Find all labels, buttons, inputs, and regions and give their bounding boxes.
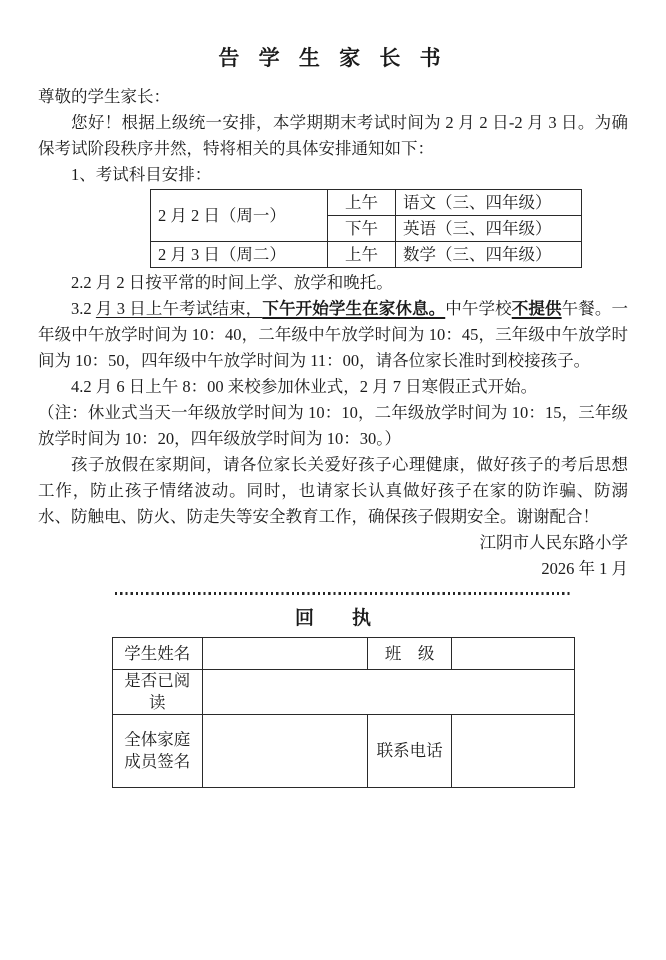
doc-title: 告 学 生 家 长 书 xyxy=(218,46,448,70)
item3-run: 3.2 xyxy=(71,299,96,318)
phone-label: 联系电话 xyxy=(368,715,451,788)
exam-session-cell: 上午 xyxy=(328,190,396,216)
receipt-table xyxy=(112,637,575,788)
exam-schedule-table xyxy=(150,189,582,268)
phone-blank xyxy=(451,715,574,788)
table-row xyxy=(113,670,575,715)
school-signature: 江阴市人民东路小学 xyxy=(479,533,628,552)
exam-session-cell: 下午 xyxy=(328,216,396,242)
item3-run: 午餐。 xyxy=(561,299,612,318)
item-4: 4.2 月 6 日上午 8：00 来校参加休业式，2 月 7 日寒假正式开始。 xyxy=(71,377,538,396)
table-row xyxy=(113,715,575,788)
note-paragraph: （注：休业式当天一年级放学时间为 10：10，二年级放学时间为 10：15，三年级放学时间为 10：20，四年级放学时间为 10：30。） xyxy=(38,403,628,448)
exam-subject-cell: 语文（三、四年级） xyxy=(396,190,582,216)
table-row xyxy=(151,190,582,216)
dotted-separator xyxy=(115,592,570,595)
exam-date-cell: 2 月 2 日（周一） xyxy=(151,190,328,242)
item-2: 2.2 月 2 日按平常的时间上学、放学和晚托。 xyxy=(71,273,393,292)
item-1-heading: 1、考试科目安排： xyxy=(71,165,212,184)
exam-session-cell: 上午 xyxy=(328,242,396,268)
item-3 xyxy=(38,296,628,374)
has-read-blank xyxy=(202,670,574,715)
class-blank xyxy=(451,638,574,670)
student-name-label: 学生姓名 xyxy=(113,638,203,670)
table-row xyxy=(151,242,582,268)
item3-run: 一年级中午放学时间为 10：40，二年级中午放学时间为 10：45，三年级中午放学时间为 10：50，四年级中午放学时间为 11：00，请各位家长准时到校接孩子。 xyxy=(38,299,629,370)
letter-date: 2026 年 1 月 xyxy=(541,559,628,578)
exam-date-cell: 2 月 3 日（周二） xyxy=(151,242,328,268)
item3-run-bold-underlined: 不提供 xyxy=(511,299,562,318)
class-label: 班 级 xyxy=(368,638,451,670)
has-read-label: 是否已阅读 xyxy=(113,670,203,715)
family-signature-label: 全体家庭成员签名 xyxy=(113,715,203,788)
table-row xyxy=(113,638,575,670)
student-name-blank xyxy=(202,638,368,670)
intro-paragraph: 您好！根据上级统一安排，本学期期末考试时间为 2 月 2 日-2 月 3 日。为确保考试阶段秩序井然，特将相关的具体安排通知如下： xyxy=(38,113,628,158)
item3-run-underlined: 月 3 日上午考试结束， xyxy=(95,299,263,318)
salutation: 尊敬的学生家长： xyxy=(38,87,170,106)
exam-subject-cell: 数学（三、四年级） xyxy=(396,242,582,268)
family-signature-blank xyxy=(202,715,368,788)
item3-run-bold-underlined: 下午开始学生在家休息。 xyxy=(262,299,446,318)
closing-paragraph: 孩子放假在家期间，请各位家长关爱好孩子心理健康，做好孩子的考后思想工作，防止孩子情绪波动。同时，也请家长认真做好孩子在家的防诈骗、防溺水、防触电、防火、防走失等安全教育工作，确保孩子假期安全。谢谢配合！ xyxy=(38,455,628,526)
receipt-title: 回 执 xyxy=(294,608,371,629)
item3-run: 中午学校 xyxy=(445,299,512,318)
exam-subject-cell: 英语（三、四年级） xyxy=(396,216,582,242)
